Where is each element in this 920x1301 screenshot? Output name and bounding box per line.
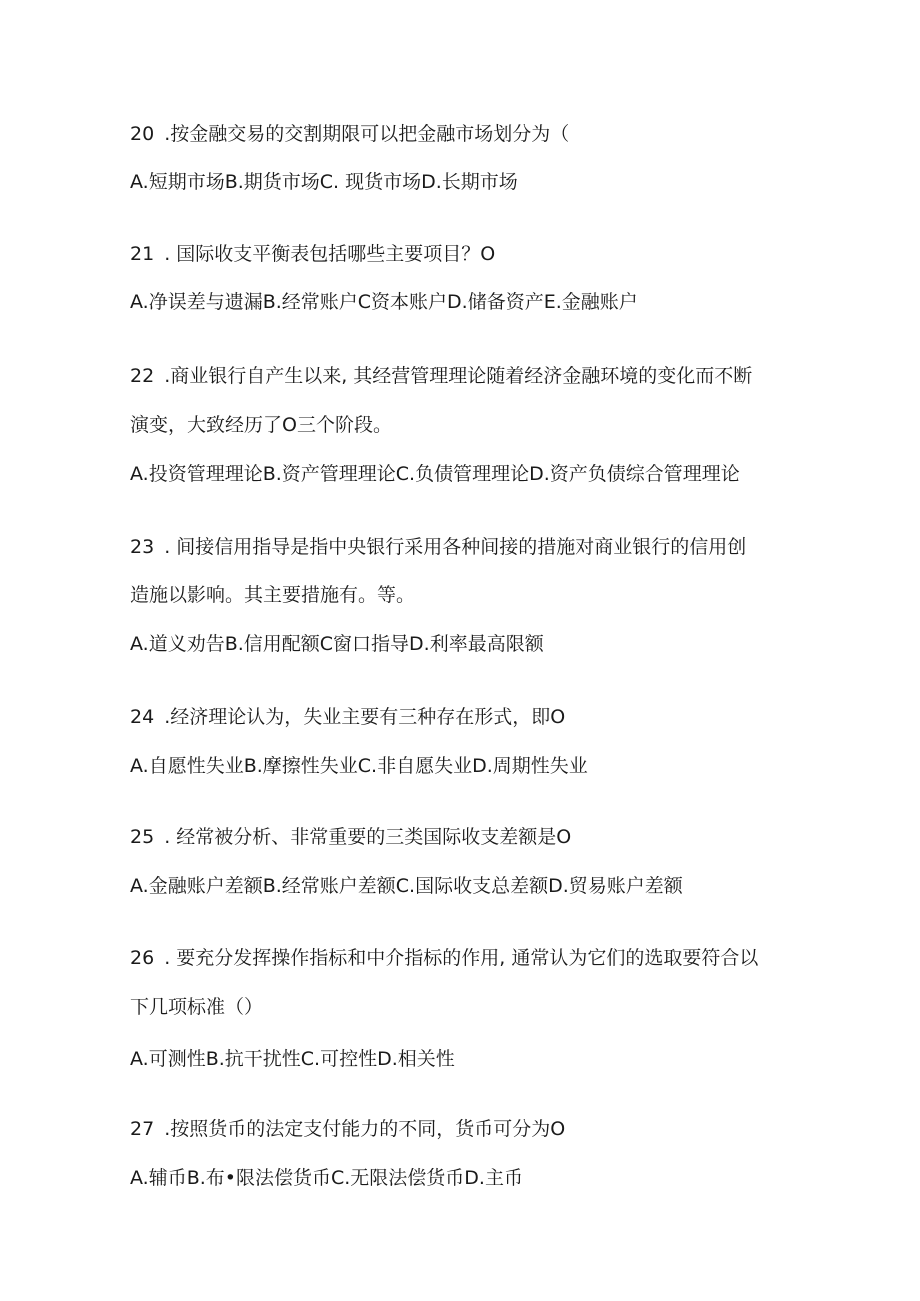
- question-text: . 国际收支平衡表包括哪些主要项目？O: [164, 243, 496, 265]
- question-text: .按金融交易的交割期限可以把金融市场划分为（: [164, 123, 570, 145]
- question-text: . 经常被分析、非常重要的三类国际收支差额是O: [164, 826, 572, 848]
- question-number: 27: [130, 1118, 155, 1140]
- question-number: 26: [130, 947, 155, 969]
- question-22-stem-line-1: [130, 364, 810, 388]
- question-26-stem-line-1: [130, 946, 810, 970]
- question-text: . 间接信用指导是指中央银行采用各种间接的措施对商业银行的信用创: [164, 536, 747, 558]
- question-number: 21: [130, 243, 155, 265]
- question-22-options: A.投资管理理论B.资产管理理论C.负债管理理论D.资产负债综合管理理论: [130, 463, 740, 485]
- question-26-options: A.可测性B.抗干扰性C.可控性D.相关性: [130, 1048, 455, 1070]
- question-number: 25: [130, 826, 155, 848]
- question-23-stem-line-1: [130, 535, 810, 559]
- question-20-options: A.短期市场B.期货市场C. 现货市场D.长期市场: [130, 171, 518, 193]
- question-26-stem-line-2: 下几项标准（）: [130, 996, 264, 1018]
- question-text: . 要充分发挥操作指标和中介指标的作用, 通常认为它们的选取要符合以: [164, 947, 759, 969]
- question-24-stem-line-1: [130, 705, 810, 729]
- question-24-options: A.自愿性失业B.摩擦性失业C.非自愿失业D.周期性失业: [130, 755, 588, 777]
- question-number: 23: [130, 536, 155, 558]
- question-text: .商业银行自产生以来, 其经营管理理论随着经济金融环境的变化而不断: [164, 365, 753, 387]
- question-23-stem-line-2: 造施以影响。其主要措施有。等。: [130, 584, 416, 606]
- question-number: 20: [130, 123, 155, 145]
- question-number: 24: [130, 706, 155, 728]
- question-25-options: A.金融账户差额B.经常账户差额C.国际收支总差额D.贸易账户差额: [130, 875, 683, 897]
- question-21-options: A.净误差与遗漏B.经常账户C资本账户D.储备资产E.金融账户: [130, 291, 638, 313]
- question-23-options: A.道义劝告B.信用配额C窗口指导D.利率最高限额: [130, 633, 544, 655]
- question-20-stem-line-1: [130, 122, 810, 146]
- question-text: .经济理论认为，失业主要有三种存在形式，即O: [164, 706, 566, 728]
- question-27-stem-line-1: [130, 1117, 810, 1141]
- question-number: 22: [130, 365, 155, 387]
- question-text: .按照货币的法定支付能力的不同，货币可分为O: [164, 1118, 566, 1140]
- question-22-stem-line-2: 演变，大致经历了O三个阶段。: [130, 414, 392, 436]
- question-25-stem-line-1: [130, 825, 810, 849]
- question-21-stem-line-1: [130, 242, 810, 266]
- question-27-options: A.辅币B.布•限法偿货币C.无限法偿货币D.主币: [130, 1167, 523, 1189]
